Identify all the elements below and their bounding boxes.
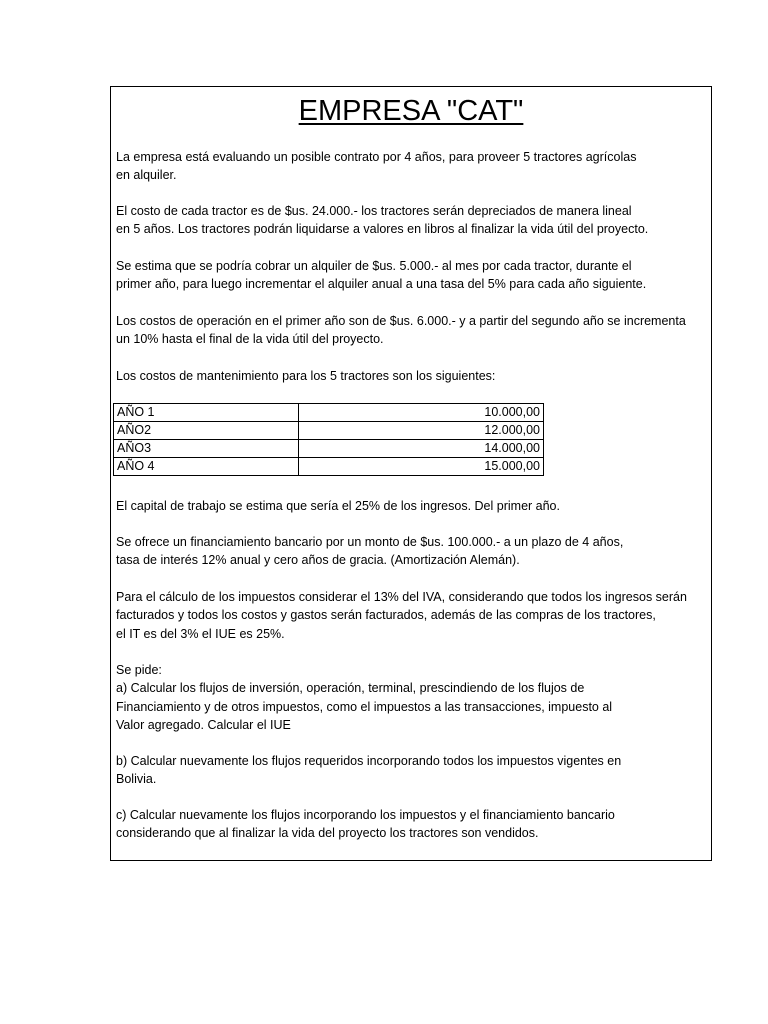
financing-paragraph [116, 533, 711, 570]
table-row [114, 458, 544, 476]
requirements-heading: Se pide: [116, 663, 162, 677]
taxes-line-3: el IT es del 3% el IUE es 25%. [116, 626, 285, 641]
intro-line-1: La empresa está evaluando un posible contrato por 4 años, para proveer 5 tractores agrícolas [116, 150, 637, 164]
maintenance-year-cell: AÑO 1 [114, 404, 299, 422]
table-row [114, 422, 544, 440]
maintenance-year-cell: AÑO2 [114, 422, 299, 440]
maintenance-year-cell: AÑO 4 [114, 458, 299, 476]
cost-paragraph [116, 202, 711, 239]
taxes-line-1: Para el cálculo de los impuestos considerar el 13% del IVA, considerando que todos los ingresos serán [116, 590, 687, 604]
rent-line-2: primer año, para luego incrementar el alquiler anual a una tasa del 5% para cada año siguiente. [116, 277, 647, 292]
requirements-paragraph [116, 661, 711, 734]
rent-paragraph [116, 257, 711, 294]
maintenance-amount-cell: 10.000,00 [299, 404, 544, 422]
maintenance-amount-cell: 14.000,00 [299, 440, 544, 458]
financing-line-1: Se ofrece un financiamiento bancario por un monto de $us. 100.000.- a un plazo de 4 años, [116, 535, 624, 549]
taxes-line-2: facturados y todos los costos y gastos serán facturados, además de las compras de los tractores, [116, 608, 656, 623]
cost-line-1: El costo de cada tractor es de $us. 24.000.- los tractores serán depreciados de manera lineal [116, 204, 632, 218]
requirement-b-paragraph [116, 752, 711, 789]
cost-line-2: en 5 años. Los tractores podrán liquidarse a valores en libros al finalizar la vida útil del proyecto. [116, 222, 649, 237]
operation-paragraph [116, 312, 711, 349]
maintenance-amount-cell: 12.000,00 [299, 422, 544, 440]
financing-line-2: tasa de interés 12% anual y cero años de gracia. (Amortización Alemán). [116, 553, 520, 568]
table-row [114, 440, 544, 458]
maintenance-amount-cell: 15.000,00 [299, 458, 544, 476]
intro-paragraph [116, 148, 711, 185]
operation-line-2: un 10% hasta el final de la vida útil del proyecto. [116, 332, 384, 347]
operation-line-1: Los costos de operación en el primer año son de $us. 6.000.- y a partir del segundo año se incrementa [116, 314, 686, 328]
requirement-b-line-1: b) Calcular nuevamente los flujos requeridos incorporando todos los impuestos vigentes en [116, 754, 622, 768]
requirement-a-line-2: Financiamiento y de otros impuestos, como el impuestos a las transacciones, impuesto al [116, 699, 613, 714]
document-title-text: EMPRESA "CAT" [298, 95, 524, 127]
requirement-a-line-3: Valor agregado. Calcular el IUE [116, 717, 291, 732]
document-frame [110, 86, 712, 861]
maintenance-table [113, 403, 544, 476]
document-title [111, 93, 711, 129]
intro-line-2: en alquiler. [116, 168, 177, 183]
working-capital-paragraph [116, 497, 711, 515]
requirement-c-line-1: c) Calcular nuevamente los flujos incorporando los impuestos y el financiamiento bancario [116, 808, 615, 822]
requirement-b-line-2: Bolivia. [116, 772, 157, 787]
requirement-c-line-2: considerando que al finalizar la vida del proyecto los tractores son vendidos. [116, 826, 539, 841]
requirement-c-paragraph [116, 806, 711, 843]
maintenance-year-cell: AÑO3 [114, 440, 299, 458]
table-row [114, 404, 544, 422]
taxes-paragraph [116, 588, 711, 643]
requirement-a-line-1: a) Calcular los flujos de inversión, operación, terminal, prescindiendo de los flujos de [116, 681, 585, 696]
working-capital-line: El capital de trabajo se estima que sería el 25% de los ingresos. Del primer año. [116, 499, 560, 513]
maintenance-intro-line: Los costos de mantenimiento para los 5 tractores son los siguientes: [116, 369, 496, 383]
maintenance-intro-paragraph [116, 367, 711, 385]
rent-line-1: Se estima que se podría cobrar un alquiler de $us. 5.000.- al mes por cada tractor, durante el [116, 259, 632, 273]
